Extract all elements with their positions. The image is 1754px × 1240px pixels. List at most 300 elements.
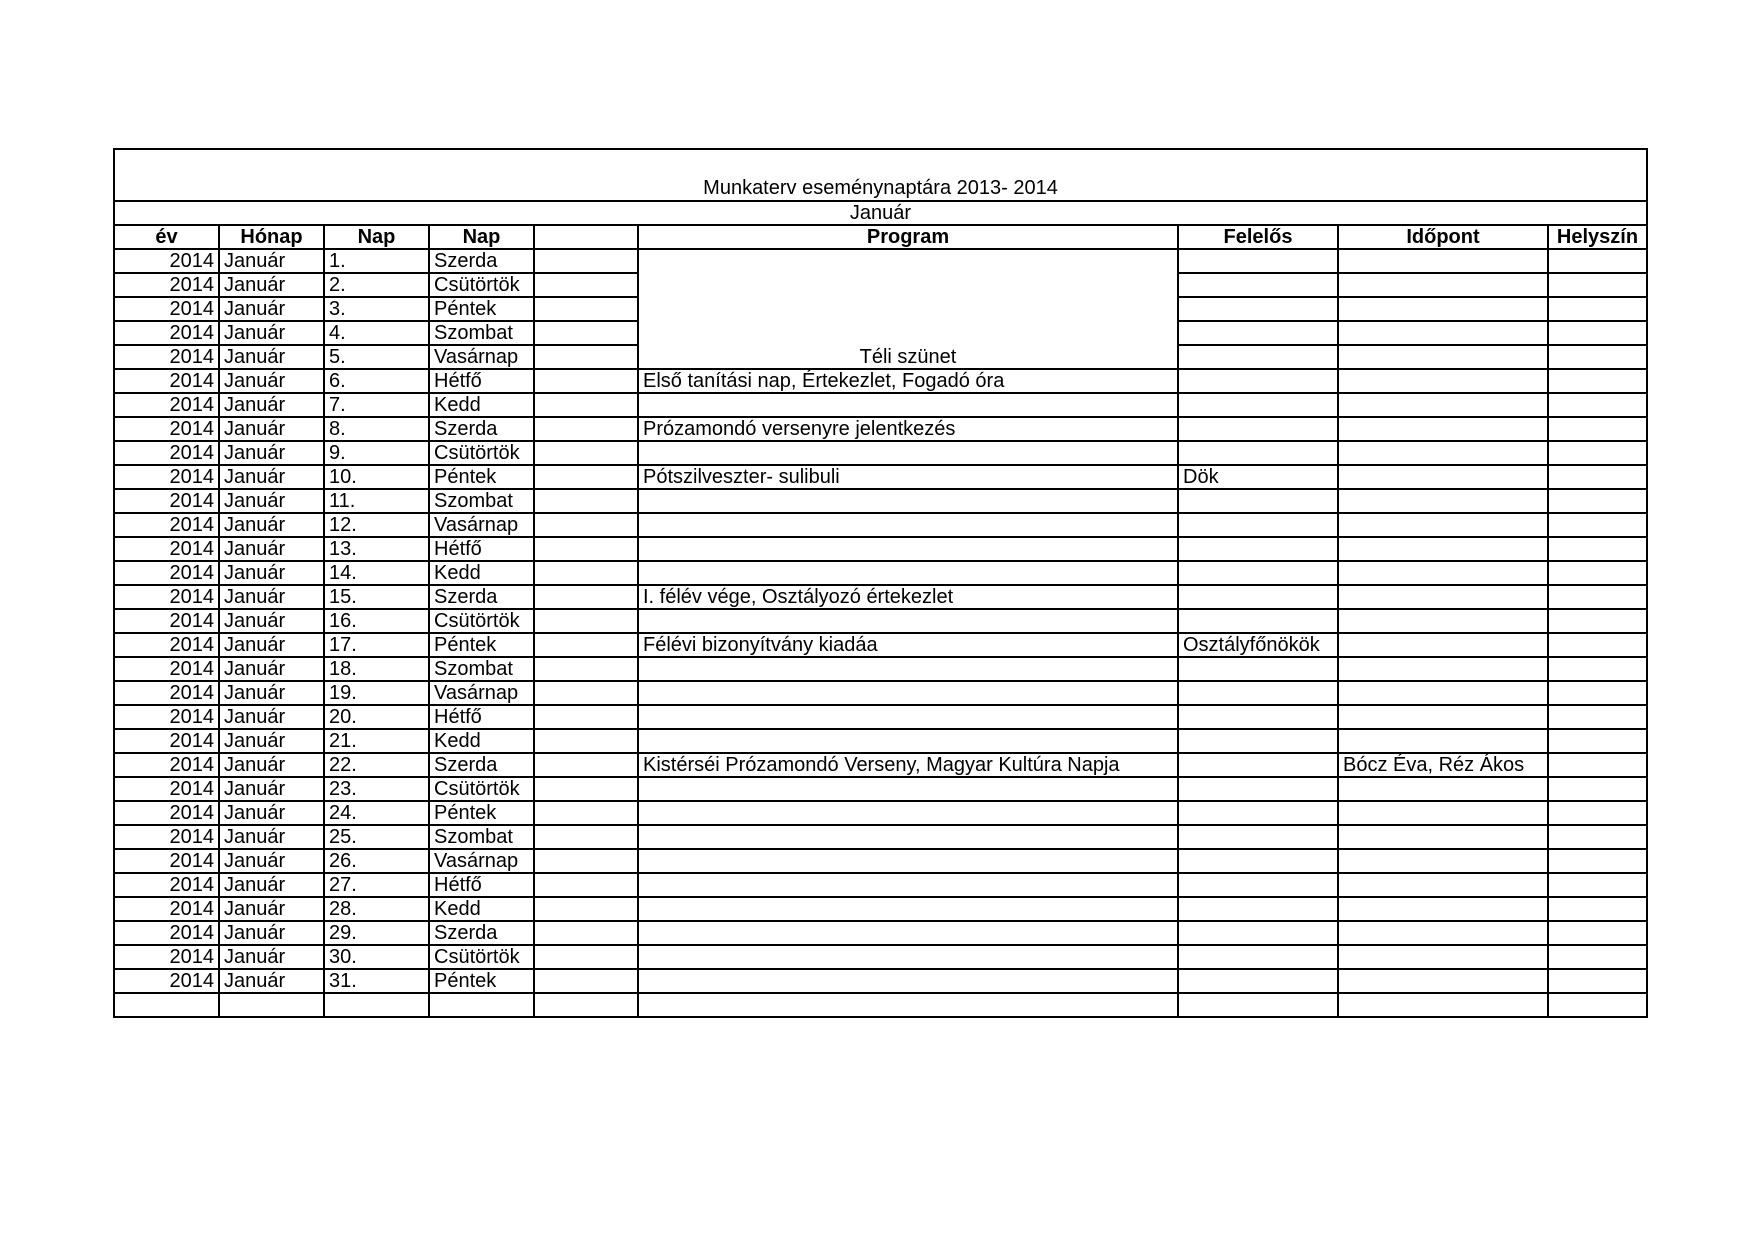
cell-blank bbox=[534, 345, 638, 369]
cell-program bbox=[638, 705, 1178, 729]
cell-year: 2014 bbox=[114, 249, 219, 273]
cell-year: 2014 bbox=[114, 369, 219, 393]
cell-responsible bbox=[1178, 273, 1338, 297]
cell-program bbox=[638, 945, 1178, 969]
table-row bbox=[114, 441, 1647, 465]
cell-month: Január bbox=[219, 801, 324, 825]
cell-location bbox=[1548, 321, 1647, 345]
table-row bbox=[114, 681, 1647, 705]
table-row bbox=[114, 417, 1647, 441]
cell-responsible bbox=[1178, 897, 1338, 921]
cell-time bbox=[1338, 585, 1548, 609]
cell-day-name: Péntek bbox=[429, 801, 534, 825]
cell-location bbox=[1548, 969, 1647, 993]
cell-day-number: 5. bbox=[324, 345, 429, 369]
cell-day-name: Kedd bbox=[429, 393, 534, 417]
cell-year: 2014 bbox=[114, 657, 219, 681]
header-napnev: Nap bbox=[429, 225, 534, 249]
cell-day-number: 12. bbox=[324, 513, 429, 537]
cell-year: 2014 bbox=[114, 513, 219, 537]
cell-day-number: 14. bbox=[324, 561, 429, 585]
cell-time bbox=[1338, 633, 1548, 657]
cell-program bbox=[638, 897, 1178, 921]
cell-year: 2014 bbox=[114, 633, 219, 657]
cell-day-name: Csütörtök bbox=[429, 273, 534, 297]
cell-time bbox=[1338, 777, 1548, 801]
table-row bbox=[114, 729, 1647, 753]
table-row bbox=[114, 801, 1647, 825]
cell-day-number: 9. bbox=[324, 441, 429, 465]
cell-location bbox=[1548, 897, 1647, 921]
cell-month: Január bbox=[219, 249, 324, 273]
cell-location bbox=[1548, 345, 1647, 369]
cell-program bbox=[638, 801, 1178, 825]
cell-responsible: Osztályfőnökök bbox=[1178, 633, 1338, 657]
cell-time bbox=[1338, 849, 1548, 873]
cell-day-name: Szerda bbox=[429, 585, 534, 609]
cell-time bbox=[1338, 657, 1548, 681]
cell-year: 2014 bbox=[114, 297, 219, 321]
cell-day-number: 31. bbox=[324, 969, 429, 993]
cell-blank bbox=[534, 609, 638, 633]
cell-location bbox=[1548, 633, 1647, 657]
cell-year: 2014 bbox=[114, 321, 219, 345]
cell-location bbox=[1548, 609, 1647, 633]
table-row bbox=[114, 489, 1647, 513]
cell-blank bbox=[534, 729, 638, 753]
cell-responsible bbox=[1178, 585, 1338, 609]
cell-year: 2014 bbox=[114, 609, 219, 633]
cell-year: 2014 bbox=[114, 969, 219, 993]
cell-time bbox=[1338, 729, 1548, 753]
cell-year: 2014 bbox=[114, 393, 219, 417]
cell-responsible bbox=[1178, 345, 1338, 369]
event-calendar-table bbox=[113, 148, 1648, 1018]
cell-blank bbox=[534, 297, 638, 321]
table-row bbox=[114, 249, 1647, 273]
cell-month: Január bbox=[219, 369, 324, 393]
cell-month: Január bbox=[219, 489, 324, 513]
cell-day-number: 3. bbox=[324, 297, 429, 321]
cell-time bbox=[1338, 321, 1548, 345]
cell-location bbox=[1548, 825, 1647, 849]
cell-location bbox=[1548, 945, 1647, 969]
cell-responsible bbox=[1178, 825, 1338, 849]
cell-day-number: 20. bbox=[324, 705, 429, 729]
cell-blank bbox=[534, 897, 638, 921]
cell-month: Január bbox=[219, 465, 324, 489]
cell-blank bbox=[534, 777, 638, 801]
cell-month: Január bbox=[219, 705, 324, 729]
cell-location bbox=[1548, 417, 1647, 441]
cell-program bbox=[638, 537, 1178, 561]
cell-month: Január bbox=[219, 897, 324, 921]
cell-blank bbox=[534, 753, 638, 777]
cell-day-number: 1. bbox=[324, 249, 429, 273]
cell-blank bbox=[534, 921, 638, 945]
cell-responsible bbox=[1178, 777, 1338, 801]
cell-month: Január bbox=[219, 561, 324, 585]
header-blank bbox=[534, 225, 638, 249]
empty-cell bbox=[1178, 993, 1338, 1017]
cell-month: Január bbox=[219, 321, 324, 345]
cell-day-name: Vasárnap bbox=[429, 513, 534, 537]
cell-blank bbox=[534, 465, 638, 489]
cell-responsible bbox=[1178, 921, 1338, 945]
empty-cell bbox=[114, 993, 219, 1017]
cell-blank bbox=[534, 513, 638, 537]
table-row bbox=[114, 393, 1647, 417]
cell-time bbox=[1338, 945, 1548, 969]
cell-month: Január bbox=[219, 729, 324, 753]
cell-year: 2014 bbox=[114, 561, 219, 585]
cell-day-name: Csütörtök bbox=[429, 609, 534, 633]
cell-responsible bbox=[1178, 513, 1338, 537]
cell-day-name: Hétfő bbox=[429, 369, 534, 393]
cell-day-name: Péntek bbox=[429, 465, 534, 489]
cell-month: Január bbox=[219, 849, 324, 873]
cell-day-name: Csütörtök bbox=[429, 441, 534, 465]
cell-day-name: Péntek bbox=[429, 969, 534, 993]
cell-day-number: 18. bbox=[324, 657, 429, 681]
cell-year: 2014 bbox=[114, 681, 219, 705]
cell-location bbox=[1548, 513, 1647, 537]
cell-month: Január bbox=[219, 345, 324, 369]
cell-month: Január bbox=[219, 609, 324, 633]
cell-responsible bbox=[1178, 537, 1338, 561]
cell-day-name: Péntek bbox=[429, 633, 534, 657]
cell-day-number: 19. bbox=[324, 681, 429, 705]
cell-responsible bbox=[1178, 609, 1338, 633]
cell-day-number: 6. bbox=[324, 369, 429, 393]
cell-blank bbox=[534, 681, 638, 705]
cell-responsible bbox=[1178, 729, 1338, 753]
header-ev: év bbox=[114, 225, 219, 249]
cell-location bbox=[1548, 297, 1647, 321]
cell-blank bbox=[534, 561, 638, 585]
cell-responsible bbox=[1178, 873, 1338, 897]
cell-day-number: 30. bbox=[324, 945, 429, 969]
table-row bbox=[114, 585, 1647, 609]
cell-day-number: 4. bbox=[324, 321, 429, 345]
cell-program: Pótszilveszter- sulibuli bbox=[638, 465, 1178, 489]
cell-responsible bbox=[1178, 369, 1338, 393]
cell-location bbox=[1548, 369, 1647, 393]
cell-month: Január bbox=[219, 441, 324, 465]
cell-blank bbox=[534, 273, 638, 297]
table-row bbox=[114, 921, 1647, 945]
cell-year: 2014 bbox=[114, 825, 219, 849]
cell-time bbox=[1338, 969, 1548, 993]
cell-program bbox=[638, 849, 1178, 873]
cell-blank bbox=[534, 585, 638, 609]
cell-month: Január bbox=[219, 513, 324, 537]
cell-day-name: Vasárnap bbox=[429, 681, 534, 705]
cell-program: Első tanítási nap, Értekezlet, Fogadó óra bbox=[638, 369, 1178, 393]
winter-break-cell: Téli szünet bbox=[638, 249, 1178, 369]
cell-responsible bbox=[1178, 945, 1338, 969]
empty-cell bbox=[1548, 993, 1647, 1017]
cell-day-number: 11. bbox=[324, 489, 429, 513]
month-heading: Január bbox=[114, 201, 1647, 225]
cell-year: 2014 bbox=[114, 441, 219, 465]
cell-program bbox=[638, 681, 1178, 705]
cell-year: 2014 bbox=[114, 489, 219, 513]
cell-month: Január bbox=[219, 657, 324, 681]
cell-responsible: Dök bbox=[1178, 465, 1338, 489]
cell-month: Január bbox=[219, 921, 324, 945]
cell-day-name: Szombat bbox=[429, 489, 534, 513]
cell-day-name: Vasárnap bbox=[429, 849, 534, 873]
cell-day-number: 25. bbox=[324, 825, 429, 849]
cell-location bbox=[1548, 537, 1647, 561]
cell-program bbox=[638, 513, 1178, 537]
cell-year: 2014 bbox=[114, 729, 219, 753]
cell-location bbox=[1548, 657, 1647, 681]
cell-day-name: Szombat bbox=[429, 657, 534, 681]
cell-responsible bbox=[1178, 849, 1338, 873]
cell-blank bbox=[534, 705, 638, 729]
cell-blank bbox=[534, 537, 638, 561]
cell-day-number: 21. bbox=[324, 729, 429, 753]
header-honap: Hónap bbox=[219, 225, 324, 249]
cell-day-number: 26. bbox=[324, 849, 429, 873]
table-header-row bbox=[114, 225, 1647, 249]
cell-day-name: Péntek bbox=[429, 297, 534, 321]
page-title: Munkaterv eseménynaptára 2013- 2014 bbox=[114, 149, 1647, 201]
cell-day-number: 23. bbox=[324, 777, 429, 801]
cell-day-name: Szerda bbox=[429, 249, 534, 273]
cell-program: Félévi bizonyítvány kiadáa bbox=[638, 633, 1178, 657]
cell-month: Január bbox=[219, 969, 324, 993]
cell-location bbox=[1548, 393, 1647, 417]
cell-responsible bbox=[1178, 801, 1338, 825]
cell-location bbox=[1548, 441, 1647, 465]
cell-blank bbox=[534, 969, 638, 993]
cell-day-number: 10. bbox=[324, 465, 429, 489]
cell-month: Január bbox=[219, 585, 324, 609]
cell-program bbox=[638, 441, 1178, 465]
cell-responsible bbox=[1178, 441, 1338, 465]
cell-program: I. félév vége, Osztályozó értekezlet bbox=[638, 585, 1178, 609]
cell-time bbox=[1338, 873, 1548, 897]
cell-time: Bócz Éva, Réz Ákos bbox=[1338, 753, 1548, 777]
cell-time bbox=[1338, 369, 1548, 393]
table-row bbox=[114, 777, 1647, 801]
cell-year: 2014 bbox=[114, 585, 219, 609]
cell-time bbox=[1338, 921, 1548, 945]
cell-time bbox=[1338, 561, 1548, 585]
cell-blank bbox=[534, 369, 638, 393]
cell-blank bbox=[534, 417, 638, 441]
cell-responsible bbox=[1178, 681, 1338, 705]
cell-time bbox=[1338, 417, 1548, 441]
cell-day-name: Csütörtök bbox=[429, 945, 534, 969]
cell-responsible bbox=[1178, 705, 1338, 729]
cell-month: Január bbox=[219, 681, 324, 705]
cell-time bbox=[1338, 897, 1548, 921]
cell-program bbox=[638, 657, 1178, 681]
cell-responsible bbox=[1178, 753, 1338, 777]
cell-location bbox=[1548, 729, 1647, 753]
cell-location bbox=[1548, 585, 1647, 609]
empty-cell bbox=[429, 993, 534, 1017]
cell-time bbox=[1338, 801, 1548, 825]
empty-cell bbox=[324, 993, 429, 1017]
cell-time bbox=[1338, 441, 1548, 465]
cell-time bbox=[1338, 537, 1548, 561]
cell-program bbox=[638, 969, 1178, 993]
cell-program bbox=[638, 921, 1178, 945]
cell-program bbox=[638, 825, 1178, 849]
cell-program bbox=[638, 729, 1178, 753]
table-row bbox=[114, 465, 1647, 489]
table-row bbox=[114, 369, 1647, 393]
table-row bbox=[114, 969, 1647, 993]
cell-blank bbox=[534, 873, 638, 897]
cell-day-name: Kedd bbox=[429, 561, 534, 585]
cell-month: Január bbox=[219, 633, 324, 657]
cell-year: 2014 bbox=[114, 417, 219, 441]
table-row bbox=[114, 537, 1647, 561]
cell-time bbox=[1338, 681, 1548, 705]
cell-location bbox=[1548, 777, 1647, 801]
cell-day-number: 16. bbox=[324, 609, 429, 633]
cell-day-number: 8. bbox=[324, 417, 429, 441]
table-row bbox=[114, 657, 1647, 681]
cell-year: 2014 bbox=[114, 273, 219, 297]
cell-program: Prózamondó versenyre jelentkezés bbox=[638, 417, 1178, 441]
cell-day-number: 28. bbox=[324, 897, 429, 921]
cell-blank bbox=[534, 825, 638, 849]
cell-year: 2014 bbox=[114, 705, 219, 729]
cell-month: Január bbox=[219, 777, 324, 801]
cell-responsible bbox=[1178, 489, 1338, 513]
empty-cell bbox=[534, 993, 638, 1017]
cell-blank bbox=[534, 945, 638, 969]
cell-year: 2014 bbox=[114, 921, 219, 945]
cell-year: 2014 bbox=[114, 873, 219, 897]
cell-blank bbox=[534, 657, 638, 681]
cell-year: 2014 bbox=[114, 849, 219, 873]
cell-location bbox=[1548, 705, 1647, 729]
cell-responsible bbox=[1178, 561, 1338, 585]
cell-month: Január bbox=[219, 273, 324, 297]
cell-day-name: Szombat bbox=[429, 321, 534, 345]
cell-location bbox=[1548, 561, 1647, 585]
cell-location bbox=[1548, 489, 1647, 513]
empty-cell bbox=[219, 993, 324, 1017]
cell-day-name: Szerda bbox=[429, 417, 534, 441]
cell-location bbox=[1548, 273, 1647, 297]
cell-location bbox=[1548, 873, 1647, 897]
cell-day-name: Szerda bbox=[429, 753, 534, 777]
empty-row bbox=[114, 993, 1647, 1017]
cell-program bbox=[638, 393, 1178, 417]
cell-day-number: 2. bbox=[324, 273, 429, 297]
cell-year: 2014 bbox=[114, 897, 219, 921]
cell-blank bbox=[534, 849, 638, 873]
cell-responsible bbox=[1178, 393, 1338, 417]
cell-month: Január bbox=[219, 873, 324, 897]
cell-program bbox=[638, 489, 1178, 513]
cell-year: 2014 bbox=[114, 777, 219, 801]
header-felelos: Felelős bbox=[1178, 225, 1338, 249]
cell-day-number: 22. bbox=[324, 753, 429, 777]
cell-time bbox=[1338, 465, 1548, 489]
cell-responsible bbox=[1178, 249, 1338, 273]
table-row bbox=[114, 873, 1647, 897]
cell-program: Kistérséi Prózamondó Verseny, Magyar Kultúra Napja bbox=[638, 753, 1178, 777]
cell-responsible bbox=[1178, 417, 1338, 441]
table-row bbox=[114, 897, 1647, 921]
cell-time bbox=[1338, 825, 1548, 849]
cell-day-name: Hétfő bbox=[429, 705, 534, 729]
table-row bbox=[114, 705, 1647, 729]
cell-program bbox=[638, 609, 1178, 633]
header-nap: Nap bbox=[324, 225, 429, 249]
header-idopont: Időpont bbox=[1338, 225, 1548, 249]
cell-day-name: Szombat bbox=[429, 825, 534, 849]
cell-responsible bbox=[1178, 969, 1338, 993]
cell-day-name: Hétfő bbox=[429, 537, 534, 561]
cell-day-number: 29. bbox=[324, 921, 429, 945]
cell-responsible bbox=[1178, 321, 1338, 345]
cell-day-name: Hétfő bbox=[429, 873, 534, 897]
cell-location bbox=[1548, 681, 1647, 705]
cell-year: 2014 bbox=[114, 801, 219, 825]
cell-day-number: 24. bbox=[324, 801, 429, 825]
cell-time bbox=[1338, 273, 1548, 297]
cell-month: Január bbox=[219, 825, 324, 849]
cell-location bbox=[1548, 249, 1647, 273]
cell-responsible bbox=[1178, 657, 1338, 681]
table-row bbox=[114, 561, 1647, 585]
cell-year: 2014 bbox=[114, 945, 219, 969]
cell-time bbox=[1338, 489, 1548, 513]
table-row bbox=[114, 609, 1647, 633]
table-row bbox=[114, 513, 1647, 537]
cell-program bbox=[638, 561, 1178, 585]
empty-cell bbox=[1338, 993, 1548, 1017]
cell-time bbox=[1338, 249, 1548, 273]
cell-time bbox=[1338, 393, 1548, 417]
cell-blank bbox=[534, 633, 638, 657]
cell-location bbox=[1548, 801, 1647, 825]
cell-month: Január bbox=[219, 945, 324, 969]
cell-time bbox=[1338, 705, 1548, 729]
empty-cell bbox=[638, 993, 1178, 1017]
cell-location bbox=[1548, 921, 1647, 945]
cell-day-name: Kedd bbox=[429, 729, 534, 753]
header-program: Program bbox=[638, 225, 1178, 249]
cell-month: Január bbox=[219, 537, 324, 561]
cell-blank bbox=[534, 801, 638, 825]
cell-day-name: Kedd bbox=[429, 897, 534, 921]
cell-day-number: 7. bbox=[324, 393, 429, 417]
cell-year: 2014 bbox=[114, 753, 219, 777]
cell-responsible bbox=[1178, 297, 1338, 321]
cell-location bbox=[1548, 753, 1647, 777]
cell-day-number: 13. bbox=[324, 537, 429, 561]
cell-day-number: 17. bbox=[324, 633, 429, 657]
cell-blank bbox=[534, 489, 638, 513]
table-row bbox=[114, 825, 1647, 849]
cell-year: 2014 bbox=[114, 465, 219, 489]
cell-program bbox=[638, 777, 1178, 801]
cell-day-name: Szerda bbox=[429, 921, 534, 945]
table-row bbox=[114, 945, 1647, 969]
